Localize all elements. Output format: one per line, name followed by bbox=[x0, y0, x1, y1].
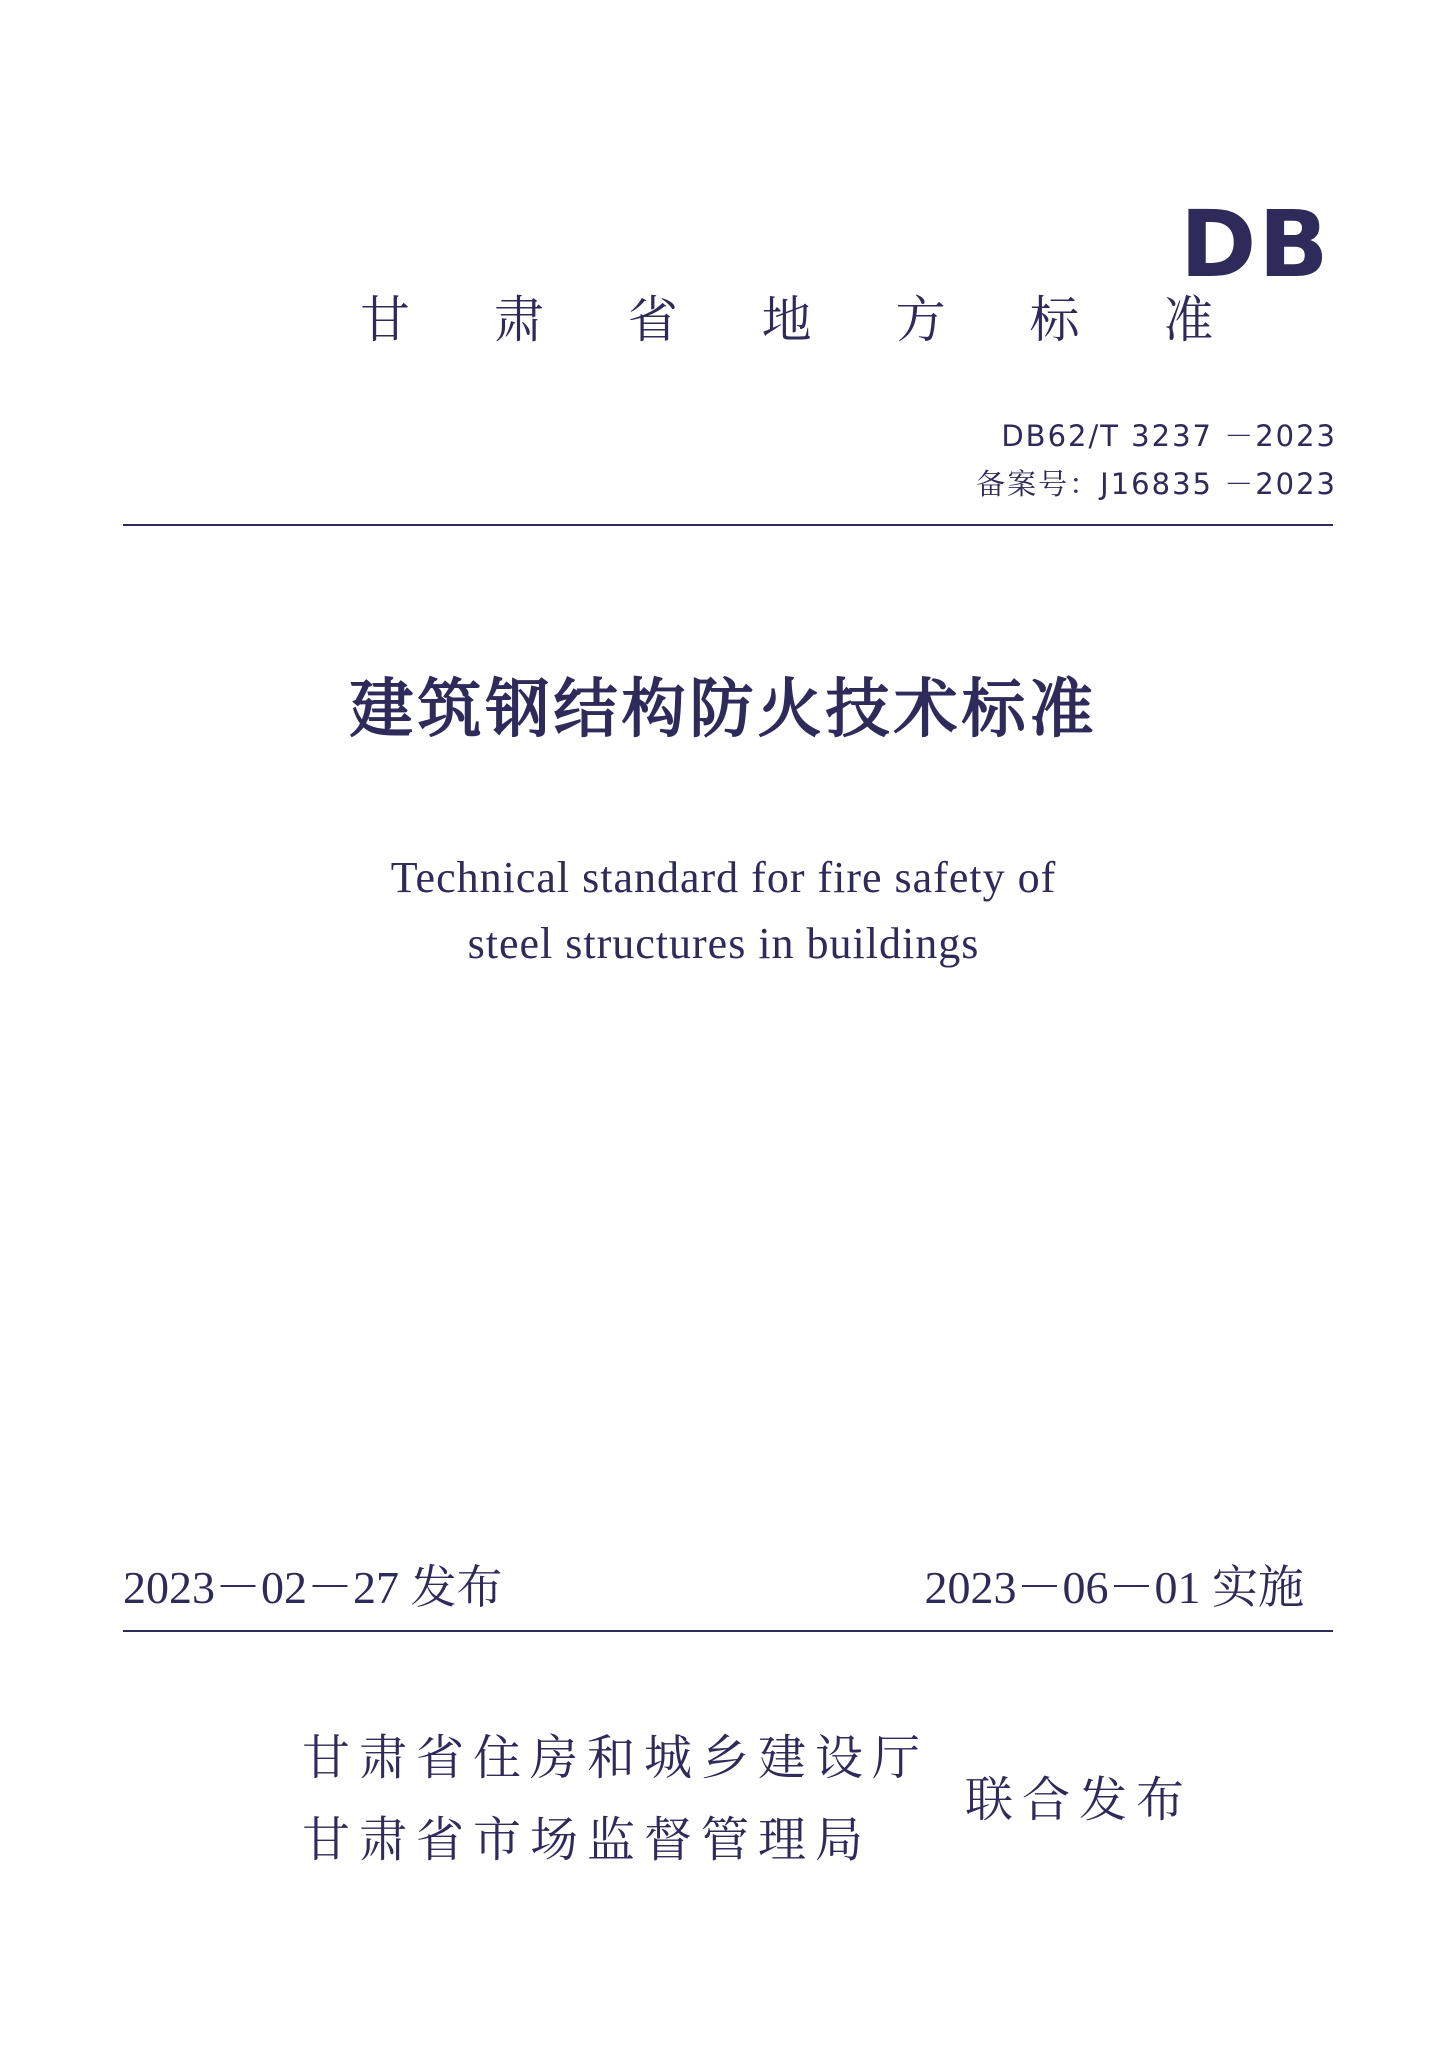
title-chinese: 建筑钢结构防火技术标准 bbox=[349, 672, 1098, 747]
publish-date: 2023－02－27 发布 bbox=[123, 1562, 503, 1613]
top-divider bbox=[123, 524, 1333, 526]
db-logo: DB bbox=[1180, 191, 1331, 298]
standard-number: DB62/T 3237 －2023 bbox=[1001, 419, 1337, 453]
effective-date: 2023－06－01 实施 bbox=[924, 1562, 1304, 1613]
joint-publish-label: 联合发布 bbox=[965, 1772, 1194, 1828]
title-english-line1: Technical standard for fire safety of bbox=[390, 853, 1057, 902]
issuer-market-regulation: 甘肃省市场监督管理局 bbox=[302, 1812, 873, 1868]
bottom-divider bbox=[123, 1630, 1333, 1632]
issuer-housing-department: 甘肃省住房和城乡建设厅 bbox=[302, 1730, 930, 1786]
filing-number: 备案号：J16835 －2023 bbox=[976, 467, 1337, 501]
title-english-line2: steel structures in buildings bbox=[467, 919, 980, 968]
standard-category: 甘 肃 省 地 方 标 准 bbox=[360, 291, 1248, 349]
